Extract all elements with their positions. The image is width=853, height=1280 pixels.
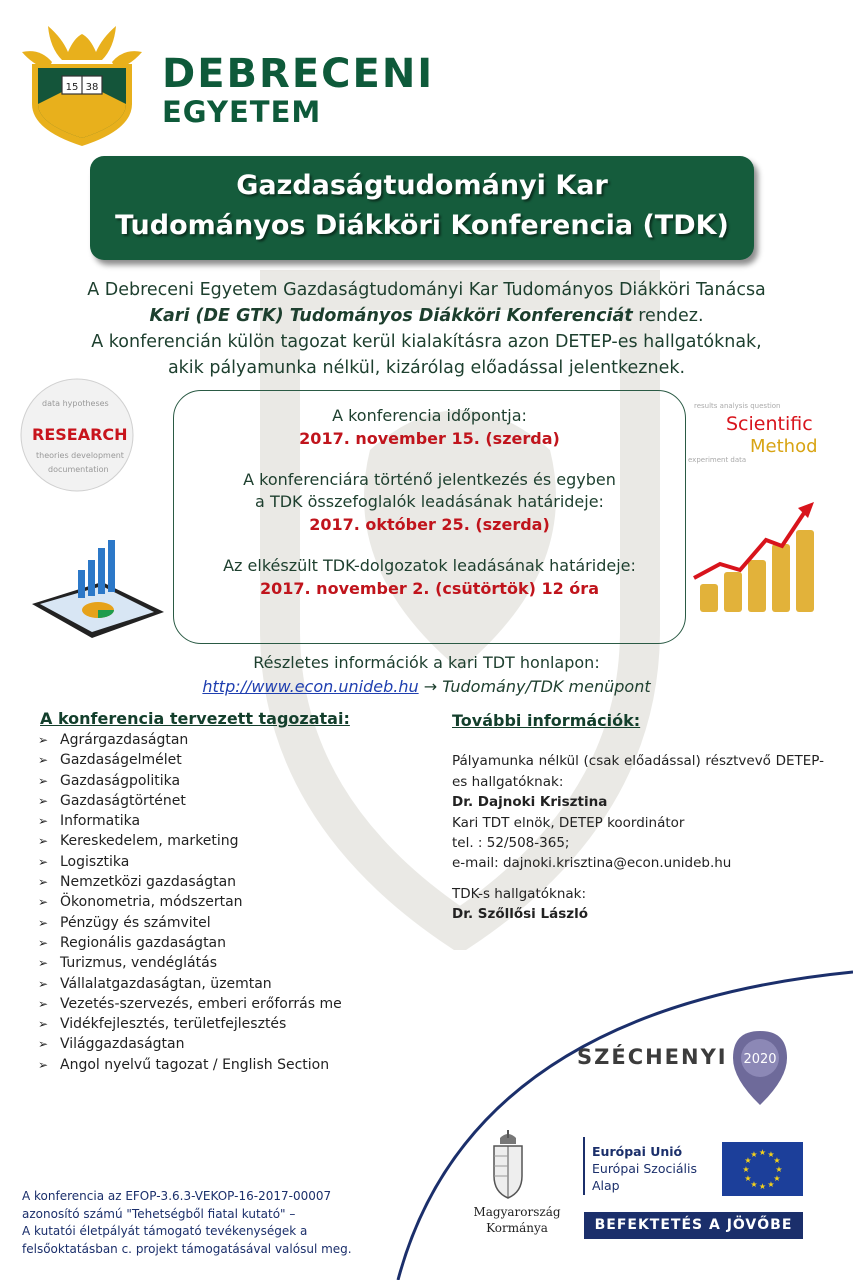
eu-line3: Alap <box>592 1178 620 1193</box>
list-item: ➢ Informatika <box>40 811 370 831</box>
svg-text:★: ★ <box>758 1148 767 1157</box>
list-item: ➢ Vállalatgazdaságtan, üzemtan <box>40 974 370 994</box>
svg-text:★: ★ <box>750 1150 758 1159</box>
more-info <box>60 651 793 699</box>
tdk-contact-name: Dr. Szőllősi László <box>452 906 589 923</box>
detep-contact-name: Dr. Dajnoki Krisztina <box>452 794 608 811</box>
research-sphere-image <box>18 376 136 494</box>
svg-text:★: ★ <box>775 1165 783 1174</box>
registration-deadline: 2017. október 25. (szerda) <box>309 515 550 534</box>
footnote-line2: azonosító számú "Tehetségből fiatal kutató" – <box>22 1206 296 1221</box>
scientific-method-image <box>686 390 846 470</box>
footnote-line4: felsőoktatásban c. projekt támogatásával valósul meg. <box>22 1241 352 1256</box>
svg-text:★: ★ <box>742 1165 750 1174</box>
eu-label <box>592 1143 697 1194</box>
list-item: ➢ Logisztika <box>40 852 370 872</box>
submission-label: Az elkészült TDK-dolgozatok leadásának határideje: <box>223 556 636 575</box>
list-item: ➢ Gazdaságelmélet <box>40 750 370 770</box>
planned-sections <box>40 709 370 1075</box>
shield-right-number: 38 <box>85 82 99 93</box>
list-item: ➢ Pénzügy és számvitel <box>40 913 370 933</box>
list-item: ➢ Nemzetközi gazdaságtan <box>40 872 370 892</box>
list-item: ➢ Kereskedelem, marketing <box>40 831 370 851</box>
intro-line3: A konferencián külön tagozat kerül kialakításra azon DETEP-es hallgatóknak, <box>91 332 762 352</box>
list-item: ➢ Turizmus, vendéglátás <box>40 953 370 973</box>
registration-deadline-group <box>174 469 685 537</box>
svg-text:experiment data: experiment data <box>688 456 747 464</box>
list-item: ➢ Agrárgazdaságtan <box>40 730 370 750</box>
faculty-website-link[interactable]: http://www.econ.unideb.hu <box>202 677 419 696</box>
list-item: ➢ Ökonometria, módszertan <box>40 892 370 912</box>
intro-line4: akik pályamunka nélkül, kizárólag előadással jelentkeznek. <box>167 358 686 378</box>
szechenyi-pin-icon <box>731 1029 789 1107</box>
svg-text:data hypotheses: data hypotheses <box>42 399 109 408</box>
coins-growth-image <box>690 500 820 614</box>
eu-flag-icon <box>722 1142 803 1196</box>
detep-contact-role: Kari TDT elnök, DETEP koordinátor <box>452 814 685 831</box>
svg-text:★: ★ <box>773 1174 781 1183</box>
submission-deadline-group <box>174 555 685 601</box>
intro-emphasis: Kari (DE GTK) Tudományos Diákköri Konferenciát <box>149 306 633 326</box>
svg-text:results analysis question: results analysis question <box>694 402 781 410</box>
intro-line1: A Debreceni Egyetem Gazdaságtudományi Kar Tudományos Diákköri Tanácsa <box>87 280 766 300</box>
svg-text:theories development: theories development <box>36 451 124 460</box>
further-title: További információk: <box>452 711 641 730</box>
conference-date-label: A konferencia időpontja: <box>332 406 527 425</box>
svg-text:★: ★ <box>773 1156 781 1165</box>
research-label: RESEARCH <box>32 425 128 444</box>
more-info-link-line <box>60 675 793 699</box>
registration-label-line1: A konferenciára történő jelentkezés és egyben <box>243 470 616 489</box>
list-item: ➢ Regionális gazdaságtan <box>40 933 370 953</box>
university-crest-logo <box>18 18 146 148</box>
detep-contact-email: e-mail: dajnoki.krisztina@econ.unideb.hu <box>452 855 732 872</box>
shield-left-number: 15 <box>65 82 79 93</box>
list-item: ➢ Gazdaságtörténet <box>40 791 370 811</box>
government-label <box>452 1204 582 1236</box>
svg-text:★: ★ <box>767 1150 775 1159</box>
arrow-icon: → <box>423 677 438 696</box>
sections-title: A konferencia tervezett tagozatai: <box>40 709 350 728</box>
footnote-line3: A kutatói életpályát támogató tevékenységek a <box>22 1224 308 1238</box>
conference-date-group <box>174 405 685 451</box>
szechenyi-year: 2020 <box>743 1052 777 1067</box>
list-item: ➢ Vidékfejlesztés, területfejlesztés <box>40 1014 370 1034</box>
sections-list <box>40 730 370 1075</box>
government-line1: Magyarország <box>473 1205 561 1219</box>
intro-text <box>40 277 813 381</box>
tablet-chart-image <box>28 538 168 640</box>
more-info-text: Részletes információk a kari TDT honlapon: <box>253 653 600 672</box>
svg-text:★: ★ <box>750 1180 758 1189</box>
important-dates-box <box>173 390 686 644</box>
eu-line1: Európai Unió <box>592 1144 683 1159</box>
svg-text:documentation: documentation <box>48 465 109 474</box>
title-banner <box>90 156 754 260</box>
title-line2: Tudományos Diákköri Konferencia (TDK) <box>115 210 729 241</box>
intro-line2 <box>40 303 813 329</box>
list-item: ➢ Gazdaságpolitika <box>40 771 370 791</box>
svg-text:★: ★ <box>758 1182 767 1191</box>
scientific-label: Scientific <box>726 413 813 435</box>
menu-path: Tudomány/TDK menüpont <box>442 677 651 696</box>
funding-footnote <box>22 1188 382 1258</box>
university-name-line2: EGYETEM <box>162 95 322 129</box>
hungarian-coat-of-arms-icon <box>488 1130 528 1200</box>
method-label: Method <box>750 436 818 457</box>
detep-contact-phone: tel. : 52/508-365; <box>452 835 570 852</box>
svg-text:★: ★ <box>767 1180 775 1189</box>
footnote-line1: A konferencia az EFOP-3.6.3-VEKOP-16-2017-00007 <box>22 1189 332 1203</box>
list-item: ➢ Angol nyelvű tagozat / English Section <box>40 1055 370 1075</box>
list-item: ➢ Vezetés-szervezés, emberi erőforrás me <box>40 994 370 1014</box>
government-line2: Kormánya <box>486 1221 548 1235</box>
detep-text: Pályamunka nélkül (csak előadással) résztvevő DETEP-es hallgatóknak: <box>452 753 824 790</box>
szechenyi-logo-text: SZÉCHENYI <box>577 1045 728 1069</box>
university-name <box>162 52 434 128</box>
svg-text:★: ★ <box>744 1156 752 1165</box>
eu-divider <box>583 1137 585 1195</box>
university-name-line1: DEBRECENI <box>162 51 435 97</box>
further-information <box>452 711 824 925</box>
intro-line2-rest: rendez. <box>632 306 704 326</box>
registration-label-line2: a TDK összefoglalók leadásának határideje: <box>255 492 604 511</box>
conference-date: 2017. november 15. (szerda) <box>299 429 560 448</box>
list-item: ➢ Világgazdaságtan <box>40 1034 370 1054</box>
svg-text:★: ★ <box>744 1174 752 1183</box>
eu-line2: Európai Szociális <box>592 1161 697 1176</box>
invest-in-future-banner: BEFEKTETÉS A JÖVŐBE <box>584 1212 803 1239</box>
submission-deadline: 2017. november 2. (csütörtök) 12 óra <box>260 579 599 598</box>
tdk-text: TDK-s hallgatóknak: <box>452 885 587 902</box>
title-line1: Gazdaságtudományi Kar <box>236 170 608 201</box>
